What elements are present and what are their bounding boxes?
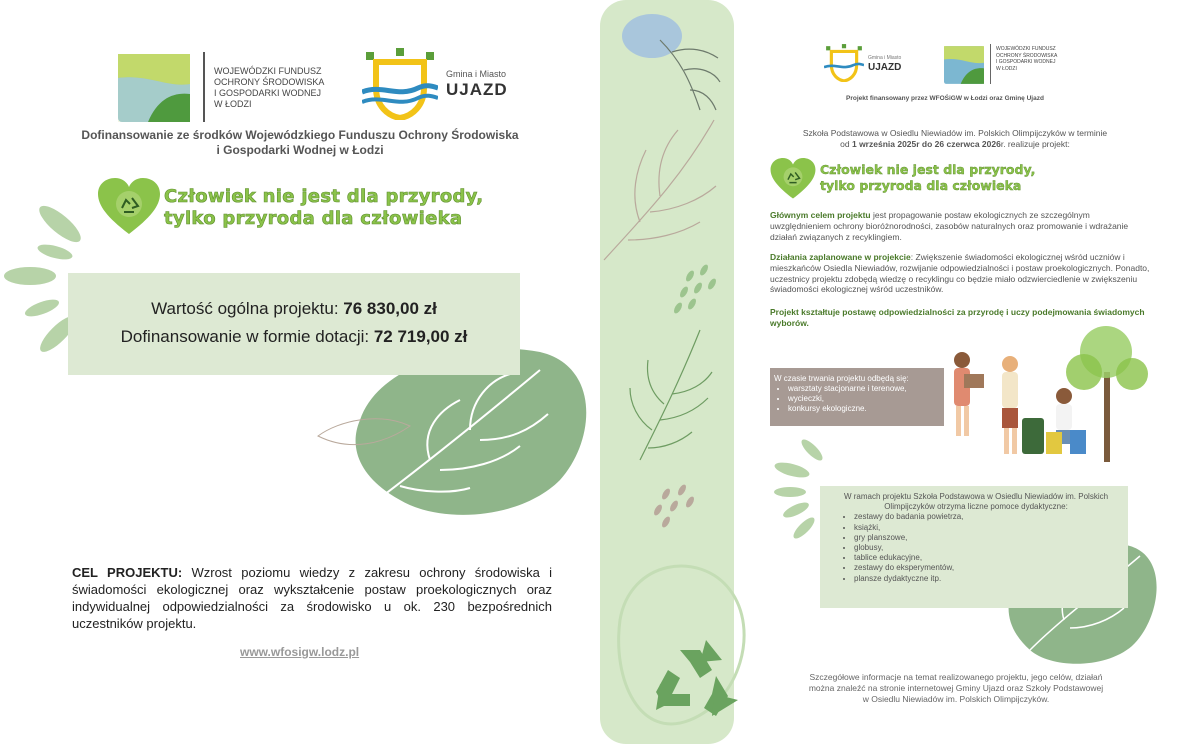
events-title: W czasie trwania projektu odbędą się:	[774, 374, 909, 383]
fund-name: WOJEWÓDZKI FUNDUSZ OCHRONY ŚRODOWISKA I GOSPODARKI WODNEJ W ŁODZI	[214, 66, 325, 109]
footer-info: Szczegółowe informacje na temat realizowanego projektu, jego celów, działań można znaleźć na stronie internetowej Gminy Ujazd oraz Szkoły Podstawowej w Osiedlu Niewiadów im. Polskich Olimpijczyków.	[808, 672, 1104, 704]
teaching-aids-box	[820, 486, 1128, 608]
list-item: • wycieczki,	[788, 394, 942, 404]
cofinancing-heading: Dofinansowanie ze środków Wojewódzkiego Funduszu Ochrony Środowiska i Gospodarki Wodnej w Łodzi	[81, 128, 519, 157]
fund-name-small: WOJEWÓDZKI FUNDUSZ OCHRONY ŚRODOWISKA I GOSPODARKI WODNEJ W ŁODZI	[996, 46, 1058, 72]
ujazd-subtitle: Gmina i Miasto	[446, 69, 507, 79]
main-goal-paragraph: Głównym celem projektu jest propagowanie postaw ekologicznych ze szczególnym uwzględnieniem ochrony bioróżnorodności, zasobów naturalnych oraz promowanie i wdrażanie działań związanych z recyklingiem.	[770, 210, 1129, 242]
total-value-line: Wartość ogólna projektu: 76 830,00 zł	[151, 299, 437, 318]
right-sprout-decoration	[773, 437, 825, 542]
wfosigw-logo-small	[944, 46, 984, 84]
project-goal: CEL PROJEKTU: Wzrost poziomu wiedzy z zakresu ochrony środowiska i świadomości ekologicznej oraz wykształcenie postaw proekologicznych oraz indywidualnej odpowiedzialności za środowisko u ok. 230 bezpośrednich uczestników projektu.	[72, 565, 553, 631]
website-link[interactable]: www.wfosigw.lodz.pl	[240, 645, 360, 659]
grant-value-line: Dofinansowanie w formie dotacji: 72 719,00 zł	[120, 327, 468, 346]
financed-by: Projekt finansowany przez WFOŚiGW w Łodzi oraz Gminę Ujazd	[846, 95, 1044, 102]
list-item: • zestawy do badania powietrza,	[854, 512, 1126, 522]
project-value-box	[68, 273, 520, 375]
ujazd-logo-small	[824, 44, 864, 82]
intro-text: Szkoła Podstawowa w Osiedlu Niewiadów im. Polskich Olimpijczyków w terminie od 1 września 2025r do 26 czerwca 2026r. realizuje projekt:	[802, 128, 1108, 149]
planned-actions-paragraph: Działania zaplanowane w projekcie: Zwiększenie świadomości ekologicznej wśród uczniów i mieszkańców Osiedla Niewiadów, rozwijanie odpowiedzialności i postaw proekologicznych. Ponadto, uczestnicy projektu zdobędą wiedzę o recyklingu co będzie miało odzwierciedlenie w zwiększeniu świadomości ekologicznej wśród uczestników.	[770, 252, 1150, 295]
events-box	[770, 368, 944, 426]
teaching-aids-list	[826, 512, 1126, 583]
list-item: • gry planszowe,	[854, 533, 1126, 543]
list-item: • warsztaty stacjonarne i terenowe,	[788, 384, 942, 394]
children-recycling-illustration	[944, 322, 1154, 464]
logo-divider	[203, 52, 205, 122]
wfosigw-logo	[118, 54, 190, 122]
list-item: • globusy,	[854, 543, 1126, 553]
slogan-small: Człowiek nie jest dla przyrody, tylko przyroda dla człowieka	[820, 162, 1036, 193]
teaching-aids-intro: W ramach projektu Szkoła Podstawowa w Osiedlu Niewiadów im. Polskich Olimpijczyków otrzyma liczne pomoce dydaktyczne:	[843, 492, 1109, 512]
list-item: • tablice edukacyjne,	[854, 553, 1126, 563]
list-item: • konkursy ekologiczne.	[788, 404, 942, 414]
ujazd-subtitle-small: Gmina i Miasto	[868, 55, 902, 61]
events-list	[774, 384, 942, 414]
slogan: Człowiek nie jest dla przyrody, tylko przyroda dla człowieka	[164, 186, 484, 229]
ujazd-title: UJAZD	[446, 80, 508, 99]
list-item: • plansze dydaktyczne itp.	[854, 574, 1126, 584]
list-item: • zestawy do eksperymentów,	[854, 563, 1126, 573]
ujazd-title-small: UJAZD	[868, 62, 902, 73]
ujazd-coat-of-arms-logo	[362, 48, 438, 120]
heart-recycle-icon	[98, 178, 160, 236]
list-item: • książki,	[854, 523, 1126, 533]
responsibility-paragraph: Projekt kształtuje postawę odpowiedzialności za przyrodę i uczy podejmowania świadomych wyborów.	[770, 307, 1145, 328]
logo-divider-small	[990, 44, 991, 84]
heart-recycle-icon-small	[770, 158, 816, 200]
